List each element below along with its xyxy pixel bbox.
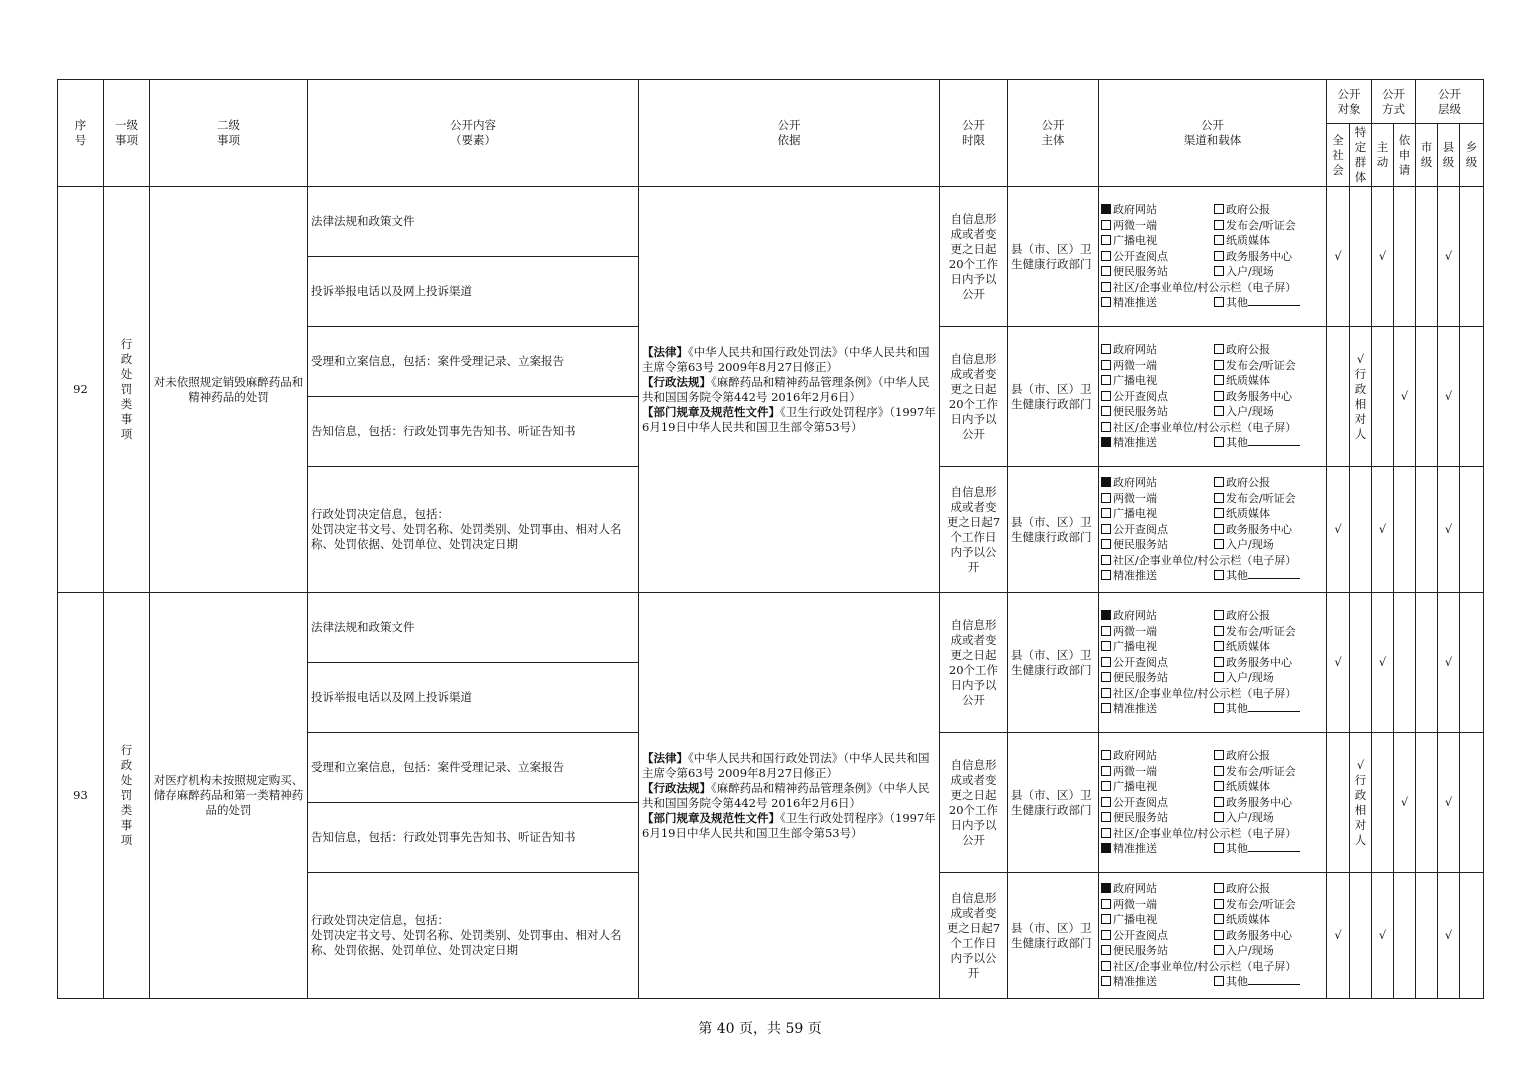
empty-box-icon <box>1101 766 1111 776</box>
channel-option-gov-site: 政府网站 <box>1101 608 1214 624</box>
empty-box-icon <box>1101 297 1111 307</box>
content-cell: 受理和立案信息，包括：案件受理记录、立案报告 <box>308 733 639 803</box>
content-cell: 受理和立案信息，包括：案件受理记录、立案报告 <box>308 327 639 397</box>
target-specific-cell <box>1350 593 1372 733</box>
check-mark: √ <box>1444 795 1453 809</box>
empty-box-icon <box>1101 750 1111 760</box>
empty-box-icon <box>1214 781 1224 791</box>
empty-box-icon <box>1214 797 1224 807</box>
empty-box-icon <box>1101 626 1111 636</box>
header-target-specific: 特 定 群 体 <box>1350 124 1372 187</box>
channel-option-door-site: 入户/现场 <box>1214 264 1324 280</box>
channel-option-other: 其他 <box>1214 568 1324 584</box>
time-limit: 自信息形 成或者变 更之日起 20个工作 日内予以 公开 <box>940 733 1008 873</box>
basis-entry: 【部门规章及规范性文件】《卫生行政处罚程序》（1997年6月19日中华人民共和国卫生部令第53号） <box>642 810 936 840</box>
header-method: 公开 方式 <box>1372 80 1416 124</box>
channel-option-press-hearing: 发布会/听证会 <box>1214 218 1324 234</box>
header-level-town: 乡 级 <box>1460 124 1484 187</box>
table-row <box>58 593 1484 663</box>
channel-option-service-center: 政务服务中心 <box>1214 795 1324 811</box>
empty-box-icon <box>1101 539 1111 549</box>
empty-box-icon <box>1101 828 1111 838</box>
channel-option-other: 其他 <box>1214 974 1324 990</box>
channel-option-push: 精准推送 <box>1101 701 1214 717</box>
channel-option-paper-media: 纸质媒体 <box>1214 373 1324 389</box>
disclosure-subject: 县（市、区）卫生健康行政部门 <box>1008 467 1099 593</box>
empty-box-icon <box>1101 555 1111 565</box>
empty-box-icon <box>1214 406 1224 416</box>
header-channel: 公开 渠道和载体 <box>1099 80 1327 187</box>
channel-option-broadcast: 广播电视 <box>1101 639 1214 655</box>
time-limit: 自信息形 成或者变 更之日起 20个工作 日内予以 公开 <box>940 187 1008 327</box>
method-active-cell <box>1372 187 1394 327</box>
content-cell: 投诉举报电话以及网上投诉渠道 <box>308 257 639 327</box>
header-method-active: 主 动 <box>1372 124 1394 187</box>
check-mark: √ <box>1334 249 1342 263</box>
basis-entry: 【行政法规】《麻醉药品和精神药品管理条例》（中华人民共和国国务院令第442号 2016年2月6日） <box>642 780 930 810</box>
time-limit: 自信息形 成或者变 更之日起 20个工作 日内予以 公开 <box>940 327 1008 467</box>
channel-option-push: 精准推送 <box>1101 568 1214 584</box>
target-specific-cell <box>1350 873 1372 999</box>
channel-option-door-site: 入户/现场 <box>1214 404 1324 420</box>
channel-option-public-reading: 公开查阅点 <box>1101 249 1214 265</box>
channel-option-two-weibo: 两微一端 <box>1101 897 1214 913</box>
channel-option-two-weibo: 两微一端 <box>1101 218 1214 234</box>
checked-box-icon <box>1101 843 1111 853</box>
header-target-all: 全 社 会 <box>1327 124 1350 187</box>
checked-box-icon <box>1101 477 1111 487</box>
target-all-cell <box>1327 593 1350 733</box>
check-mark: √ <box>1378 655 1387 669</box>
check-mark: √ <box>1400 389 1409 403</box>
method-active-cell <box>1372 327 1394 467</box>
method-request-cell <box>1394 467 1416 593</box>
channel-option-bulletin: 社区/企事业单位/村公示栏（电子屏） <box>1101 280 1324 296</box>
level-town-cell <box>1460 187 1484 327</box>
empty-box-icon <box>1214 344 1224 354</box>
empty-box-icon <box>1214 672 1224 682</box>
checked-box-icon <box>1101 437 1111 447</box>
channel-option-gov-site: 政府网站 <box>1101 342 1214 358</box>
level-county-cell <box>1438 593 1460 733</box>
item-basis <box>639 593 940 999</box>
empty-box-icon <box>1101 672 1111 682</box>
empty-box-icon <box>1214 610 1224 620</box>
channel-option-gov-gazette: 政府公报 <box>1214 475 1324 491</box>
blank-underline <box>1248 296 1300 306</box>
item-level1: 行 政 处 罚 类 事 项 <box>104 187 150 593</box>
level-county-cell <box>1438 873 1460 999</box>
check-mark: √ <box>1444 655 1453 669</box>
target-specific-cell: √ 行 政 相 对 人 <box>1350 327 1372 467</box>
empty-box-icon <box>1214 391 1224 401</box>
empty-box-icon <box>1214 750 1224 760</box>
target-specific-cell: √ 行 政 相 对 人 <box>1350 733 1372 873</box>
channel-option-paper-media: 纸质媒体 <box>1214 233 1324 249</box>
header-method-request: 依 申 请 <box>1394 124 1416 187</box>
empty-box-icon <box>1214 297 1224 307</box>
disclosure-subject: 县（市、区）卫生健康行政部门 <box>1008 593 1099 733</box>
channel-option-door-site: 入户/现场 <box>1214 670 1324 686</box>
item-basis <box>639 187 940 593</box>
channel-option-gov-site: 政府网站 <box>1101 881 1214 897</box>
header-basis: 公开 依据 <box>639 80 940 187</box>
empty-box-icon <box>1214 493 1224 503</box>
empty-box-icon <box>1214 657 1224 667</box>
channel-option-door-site: 入户/现场 <box>1214 943 1324 959</box>
channel-option-broadcast: 广播电视 <box>1101 779 1214 795</box>
channel-option-service-center: 政务服务中心 <box>1214 249 1324 265</box>
empty-box-icon <box>1101 360 1111 370</box>
header-level-city: 市 级 <box>1416 124 1438 187</box>
channel-option-two-weibo: 两微一端 <box>1101 491 1214 507</box>
header-level1: 一级 事项 <box>104 80 150 187</box>
check-mark: √ <box>1444 249 1453 263</box>
level-city-cell <box>1416 187 1438 327</box>
channel-option-public-reading: 公开查阅点 <box>1101 655 1214 671</box>
channel-option-service-station: 便民服务站 <box>1101 670 1214 686</box>
check-mark: √ <box>1334 522 1342 536</box>
method-request-cell <box>1394 733 1416 873</box>
target-specific-cell <box>1350 187 1372 327</box>
empty-box-icon <box>1214 524 1224 534</box>
empty-box-icon <box>1214 220 1224 230</box>
empty-box-icon <box>1214 360 1224 370</box>
disclosure-subject: 县（市、区）卫生健康行政部门 <box>1008 327 1099 467</box>
empty-box-icon <box>1101 812 1111 822</box>
channel-list <box>1101 202 1324 311</box>
channel-option-broadcast: 广播电视 <box>1101 506 1214 522</box>
basis-entry: 【部门规章及规范性文件】《卫生行政处罚程序》（1997年6月19日中华人民共和国卫生部令第53号） <box>642 404 936 434</box>
time-limit: 自信息形 成或者变 更之日起 20个工作 日内予以 公开 <box>940 593 1008 733</box>
channel-option-paper-media: 纸质媒体 <box>1214 639 1324 655</box>
channel-list <box>1101 608 1324 717</box>
channel-option-gov-gazette: 政府公报 <box>1214 608 1324 624</box>
empty-box-icon <box>1101 961 1111 971</box>
empty-box-icon <box>1214 204 1224 214</box>
channel-option-service-center: 政务服务中心 <box>1214 522 1324 538</box>
method-request-cell <box>1394 327 1416 467</box>
empty-box-icon <box>1214 508 1224 518</box>
check-mark: √ <box>1334 928 1342 942</box>
empty-box-icon <box>1101 930 1111 940</box>
empty-box-icon <box>1101 914 1111 924</box>
method-active-cell <box>1372 467 1394 593</box>
empty-box-icon <box>1214 766 1224 776</box>
target-all-cell <box>1327 467 1350 593</box>
blank-underline <box>1248 702 1300 712</box>
check-mark: √ <box>1400 795 1409 809</box>
channel-option-service-center: 政务服务中心 <box>1214 928 1324 944</box>
channel-option-service-station: 便民服务站 <box>1101 810 1214 826</box>
channel-list <box>1101 881 1324 990</box>
channel-option-other: 其他 <box>1214 841 1324 857</box>
channel-option-other: 其他 <box>1214 435 1324 451</box>
content-cell: 告知信息，包括：行政处罚事先告知书、听证告知书 <box>308 803 639 873</box>
channel-cell <box>1099 467 1327 593</box>
content-cell: 行政处罚决定信息，包括： 处罚决定书文号、处罚名称、处罚类别、处罚事由、相对人名称、处罚依据、处罚单位、处罚决定日期 <box>308 873 639 999</box>
empty-box-icon <box>1101 251 1111 261</box>
empty-box-icon <box>1101 703 1111 713</box>
channel-option-gov-site: 政府网站 <box>1101 202 1214 218</box>
basis-entry: 【法律】《中华人民共和国行政处罚法》（中华人民共和国主席令第63号 2009年8月27日修正） <box>642 750 930 780</box>
check-mark: √ <box>1378 249 1387 263</box>
empty-box-icon <box>1101 493 1111 503</box>
time-limit: 自信息形 成或者变 更之日起7 个工作日 内予以公 开 <box>940 467 1008 593</box>
channel-option-service-station: 便民服务站 <box>1101 404 1214 420</box>
level-county-cell <box>1438 327 1460 467</box>
method-request-cell <box>1394 593 1416 733</box>
channel-option-service-center: 政务服务中心 <box>1214 655 1324 671</box>
channel-option-public-reading: 公开查阅点 <box>1101 522 1214 538</box>
channel-option-bulletin: 社区/企事业单位/村公示栏（电子屏） <box>1101 826 1324 842</box>
header-seq: 序 号 <box>58 80 104 187</box>
header-level-county: 县 级 <box>1438 124 1460 187</box>
blank-underline <box>1248 569 1300 579</box>
channel-option-bulletin: 社区/企事业单位/村公示栏（电子屏） <box>1101 686 1324 702</box>
empty-box-icon <box>1214 914 1224 924</box>
channel-option-broadcast: 广播电视 <box>1101 373 1214 389</box>
empty-box-icon <box>1214 930 1224 940</box>
method-active-cell <box>1372 593 1394 733</box>
check-mark: √ <box>1444 928 1453 942</box>
level-city-cell <box>1416 593 1438 733</box>
channel-cell <box>1099 593 1327 733</box>
level-town-cell <box>1460 733 1484 873</box>
empty-box-icon <box>1101 422 1111 432</box>
channel-option-gov-gazette: 政府公报 <box>1214 748 1324 764</box>
channel-option-two-weibo: 两微一端 <box>1101 358 1214 374</box>
channel-option-broadcast: 广播电视 <box>1101 912 1214 928</box>
level-town-cell <box>1460 873 1484 999</box>
empty-box-icon <box>1214 812 1224 822</box>
empty-box-icon <box>1101 344 1111 354</box>
empty-box-icon <box>1214 375 1224 385</box>
item-seq: 93 <box>58 593 104 999</box>
empty-box-icon <box>1101 688 1111 698</box>
disclosure-subject: 县（市、区）卫生健康行政部门 <box>1008 733 1099 873</box>
channel-option-other: 其他 <box>1214 295 1324 311</box>
item-level2: 对医疗机构未按照规定购买、储存麻醉药品和第一类精神药品的处罚 <box>150 593 308 999</box>
channel-option-two-weibo: 两微一端 <box>1101 624 1214 640</box>
level-county-cell <box>1438 733 1460 873</box>
empty-box-icon <box>1101 508 1111 518</box>
item-level2: 对未依照规定销毁麻醉药品和精神药品的处罚 <box>150 187 308 593</box>
channel-option-push: 精准推送 <box>1101 435 1214 451</box>
empty-box-icon <box>1214 976 1224 986</box>
empty-box-icon <box>1101 406 1111 416</box>
channel-option-bulletin: 社区/企事业单位/村公示栏（电子屏） <box>1101 420 1324 436</box>
level-city-cell <box>1416 873 1438 999</box>
channel-option-gov-gazette: 政府公报 <box>1214 881 1324 897</box>
blank-underline <box>1248 975 1300 985</box>
channel-option-push: 精准推送 <box>1101 841 1214 857</box>
channel-option-gov-site: 政府网站 <box>1101 475 1214 491</box>
level-town-cell <box>1460 327 1484 467</box>
level-county-cell <box>1438 187 1460 327</box>
empty-box-icon <box>1101 945 1111 955</box>
content-cell: 法律法规和政策文件 <box>308 593 639 663</box>
empty-box-icon <box>1214 266 1224 276</box>
target-all-cell <box>1327 873 1350 999</box>
channel-option-press-hearing: 发布会/听证会 <box>1214 491 1324 507</box>
blank-underline <box>1248 436 1300 446</box>
empty-box-icon <box>1101 235 1111 245</box>
header-level2: 二级 事项 <box>150 80 308 187</box>
method-active-cell <box>1372 873 1394 999</box>
check-mark: √ <box>1334 655 1342 669</box>
empty-box-icon <box>1214 626 1224 636</box>
check-mark: √ <box>1444 389 1453 403</box>
empty-box-icon <box>1101 375 1111 385</box>
channel-list <box>1101 475 1324 584</box>
method-request-cell <box>1394 873 1416 999</box>
empty-box-icon <box>1214 899 1224 909</box>
channel-option-bulletin: 社区/企事业单位/村公示栏（电子屏） <box>1101 959 1324 975</box>
target-all-cell <box>1327 327 1350 467</box>
channel-cell <box>1099 187 1327 327</box>
channel-option-service-station: 便民服务站 <box>1101 943 1214 959</box>
channel-option-service-station: 便民服务站 <box>1101 264 1214 280</box>
empty-box-icon <box>1101 797 1111 807</box>
empty-box-icon <box>1101 391 1111 401</box>
basis-entry: 【行政法规】《麻醉药品和精神药品管理条例》（中华人民共和国国务院令第442号 2016年2月6日） <box>642 374 930 404</box>
blank-underline <box>1248 842 1300 852</box>
content-cell: 投诉举报电话以及网上投诉渠道 <box>308 663 639 733</box>
channel-cell <box>1099 873 1327 999</box>
header-level: 公开 层级 <box>1416 80 1484 124</box>
content-cell: 法律法规和政策文件 <box>308 187 639 257</box>
empty-box-icon <box>1101 282 1111 292</box>
channel-option-paper-media: 纸质媒体 <box>1214 779 1324 795</box>
level-city-cell <box>1416 733 1438 873</box>
empty-box-icon <box>1214 843 1224 853</box>
level-town-cell <box>1460 467 1484 593</box>
channel-option-press-hearing: 发布会/听证会 <box>1214 358 1324 374</box>
empty-box-icon <box>1101 657 1111 667</box>
channel-option-door-site: 入户/现场 <box>1214 810 1324 826</box>
header-subject: 公开 主体 <box>1008 80 1099 187</box>
channel-option-paper-media: 纸质媒体 <box>1214 912 1324 928</box>
empty-box-icon <box>1101 220 1111 230</box>
level-city-cell <box>1416 327 1438 467</box>
empty-box-icon <box>1214 437 1224 447</box>
channel-option-push: 精准推送 <box>1101 974 1214 990</box>
empty-box-icon <box>1101 781 1111 791</box>
channel-option-door-site: 入户/现场 <box>1214 537 1324 553</box>
header-time: 公开 时限 <box>940 80 1008 187</box>
empty-box-icon <box>1101 266 1111 276</box>
channel-list <box>1101 748 1324 857</box>
channel-option-public-reading: 公开查阅点 <box>1101 795 1214 811</box>
channel-option-push: 精准推送 <box>1101 295 1214 311</box>
item-level1: 行 政 处 罚 类 事 项 <box>104 593 150 999</box>
basis-entry: 【法律】《中华人民共和国行政处罚法》（中华人民共和国主席令第63号 2009年8月27日修正） <box>642 344 930 374</box>
channel-option-other: 其他 <box>1214 701 1324 717</box>
channel-option-two-weibo: 两微一端 <box>1101 764 1214 780</box>
empty-box-icon <box>1214 477 1224 487</box>
channel-cell <box>1099 327 1327 467</box>
channel-option-public-reading: 公开查阅点 <box>1101 928 1214 944</box>
channel-option-press-hearing: 发布会/听证会 <box>1214 897 1324 913</box>
empty-box-icon <box>1101 570 1111 580</box>
channel-option-gov-site: 政府网站 <box>1101 748 1214 764</box>
header-target: 公开 对象 <box>1327 80 1372 124</box>
empty-box-icon <box>1214 539 1224 549</box>
table-row <box>58 187 1484 257</box>
channel-option-gov-gazette: 政府公报 <box>1214 202 1324 218</box>
content-cell: 行政处罚决定信息，包括： 处罚决定书文号、处罚名称、处罚类别、处罚事由、相对人名称、处罚依据、处罚单位、处罚决定日期 <box>308 467 639 593</box>
checked-box-icon <box>1101 883 1111 893</box>
channel-option-service-station: 便民服务站 <box>1101 537 1214 553</box>
checked-box-icon <box>1101 204 1111 214</box>
channel-option-public-reading: 公开查阅点 <box>1101 389 1214 405</box>
empty-box-icon <box>1214 251 1224 261</box>
channel-cell <box>1099 733 1327 873</box>
check-mark: √ <box>1444 522 1453 536</box>
empty-box-icon <box>1214 235 1224 245</box>
disclosure-subject: 县（市、区）卫生健康行政部门 <box>1008 187 1099 327</box>
channel-option-gov-gazette: 政府公报 <box>1214 342 1324 358</box>
method-active-cell <box>1372 733 1394 873</box>
level-county-cell <box>1438 467 1460 593</box>
channel-option-bulletin: 社区/企事业单位/村公示栏（电子屏） <box>1101 553 1324 569</box>
channel-option-press-hearing: 发布会/听证会 <box>1214 764 1324 780</box>
page-footer: 第 40 页，共 59 页 <box>698 1021 822 1037</box>
empty-box-icon <box>1214 883 1224 893</box>
checked-box-icon <box>1101 610 1111 620</box>
channel-option-broadcast: 广播电视 <box>1101 233 1214 249</box>
empty-box-icon <box>1101 524 1111 534</box>
channel-option-paper-media: 纸质媒体 <box>1214 506 1324 522</box>
channel-list <box>1101 342 1324 451</box>
channel-option-press-hearing: 发布会/听证会 <box>1214 624 1324 640</box>
target-specific-cell <box>1350 467 1372 593</box>
level-town-cell <box>1460 593 1484 733</box>
disclosure-table <box>57 79 1484 999</box>
empty-box-icon <box>1214 703 1224 713</box>
method-request-cell <box>1394 187 1416 327</box>
empty-box-icon <box>1101 641 1111 651</box>
empty-box-icon <box>1214 641 1224 651</box>
target-all-cell <box>1327 733 1350 873</box>
level-city-cell <box>1416 467 1438 593</box>
target-all-cell <box>1327 187 1350 327</box>
content-cell: 告知信息，包括：行政处罚事先告知书、听证告知书 <box>308 397 639 467</box>
empty-box-icon <box>1101 976 1111 986</box>
disclosure-subject: 县（市、区）卫生健康行政部门 <box>1008 873 1099 999</box>
channel-option-service-center: 政务服务中心 <box>1214 389 1324 405</box>
empty-box-icon <box>1101 899 1111 909</box>
check-mark: √ <box>1378 928 1387 942</box>
item-seq: 92 <box>58 187 104 593</box>
empty-box-icon <box>1214 570 1224 580</box>
empty-box-icon <box>1214 945 1224 955</box>
check-mark: √ <box>1378 522 1387 536</box>
time-limit: 自信息形 成或者变 更之日起7 个工作日 内予以公 开 <box>940 873 1008 999</box>
header-content: 公开内容 （要素） <box>308 80 639 187</box>
